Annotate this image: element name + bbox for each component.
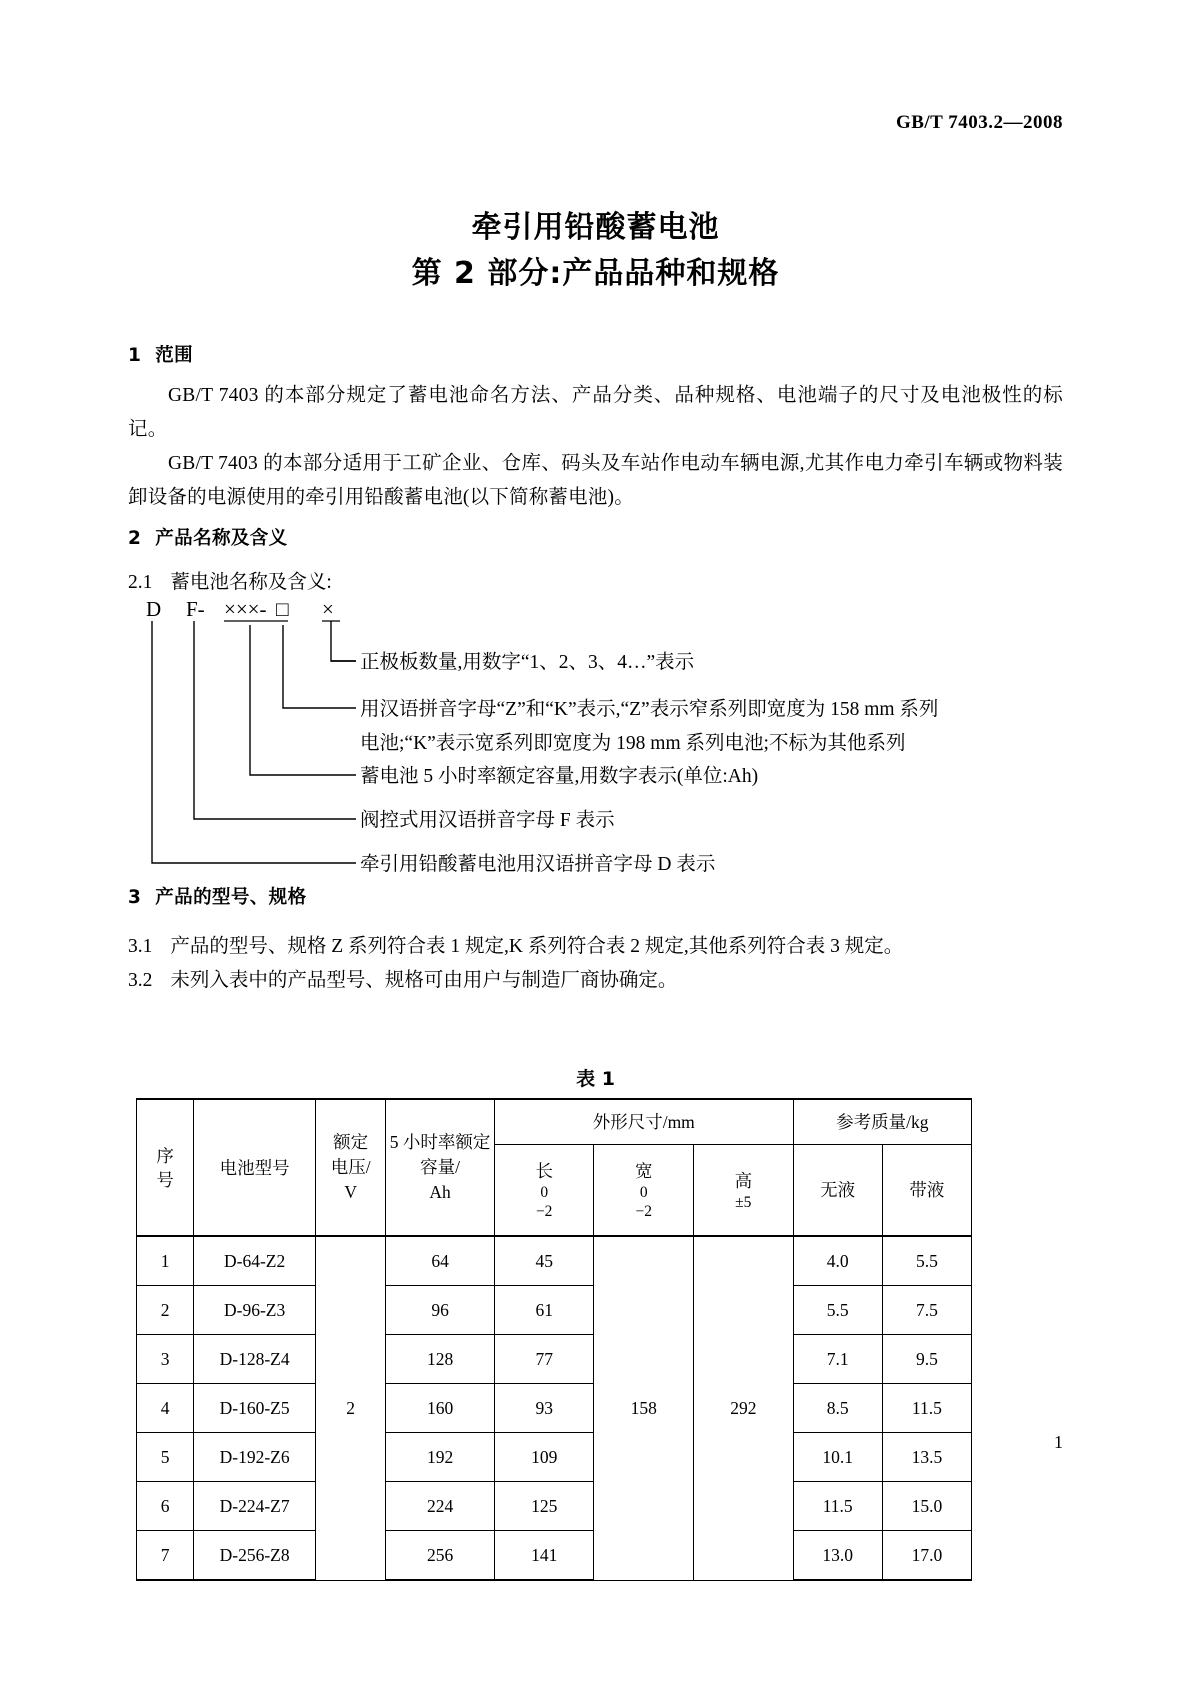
- th-capacity: [386, 1099, 495, 1236]
- section-1-heading: [128, 341, 1063, 367]
- cell-length: 141: [494, 1531, 594, 1581]
- cell-model: D-64-Z2: [194, 1236, 316, 1286]
- cell-model: D-192-Z6: [194, 1433, 316, 1482]
- section-2-heading: [128, 524, 1063, 550]
- table-1: [136, 1098, 972, 1581]
- th-height-tol: ±5: [735, 1193, 752, 1211]
- cell-seq: 4: [137, 1384, 194, 1433]
- th-capacity-line1: 5 小时率额定: [389, 1132, 491, 1152]
- cell-model: D-128-Z4: [194, 1335, 316, 1384]
- section-2-number: 2: [128, 528, 142, 549]
- table-1-body: [137, 1236, 972, 1580]
- table-header-row-1: [137, 1099, 972, 1145]
- diagram-note-5: 牵引用铅酸蓄电池用汉语拼音字母 D 表示: [360, 854, 716, 875]
- table-row: [137, 1433, 972, 1482]
- table-row: [137, 1286, 972, 1335]
- th-seq-line2: 号: [156, 1169, 174, 1190]
- cell-mass-wet: 17.0: [882, 1531, 971, 1581]
- cell-mass-dry: 8.5: [793, 1384, 882, 1433]
- cell-capacity: 96: [386, 1286, 495, 1335]
- cell-mass-wet: 11.5: [882, 1384, 971, 1433]
- cell-seq: 5: [137, 1433, 194, 1482]
- th-capacity-line2: 容量/: [420, 1157, 461, 1177]
- section-1-title: 范围: [155, 345, 194, 366]
- cell-capacity: 160: [386, 1384, 495, 1433]
- th-width-tol-lower: −2: [635, 1203, 652, 1220]
- th-height-label: 高: [734, 1170, 753, 1191]
- designation-diagram: [128, 595, 1063, 885]
- th-voltage-line2: 电压/: [330, 1157, 371, 1177]
- clause-3-1: [128, 930, 1063, 964]
- cell-model: D-96-Z3: [194, 1286, 316, 1335]
- cell-mass-wet: 5.5: [882, 1236, 971, 1286]
- cell-mass-wet: 9.5: [882, 1335, 971, 1384]
- th-mass-dry: 无液: [793, 1145, 882, 1237]
- section-1: [128, 341, 1063, 515]
- table-1-caption: 表 1: [576, 1068, 615, 1090]
- diagram-code-xxx: ×××-: [224, 597, 267, 621]
- standard-code-header: GB/T 7403.2—2008: [895, 112, 1063, 133]
- cell-seq: 7: [137, 1531, 194, 1581]
- table-row: [137, 1236, 972, 1286]
- th-width: [594, 1145, 694, 1237]
- clause-3-1-text: 产品的型号、规格 Z 系列符合表 1 规定,K 系列符合表 2 规定,其他系列符合表 3 规定。: [170, 936, 904, 957]
- th-height: [694, 1145, 794, 1237]
- cell-width-merged: 158: [594, 1236, 694, 1580]
- th-capacity-line3: Ah: [429, 1182, 451, 1202]
- section-1-number: 1: [128, 345, 142, 366]
- cell-mass-dry: 7.1: [793, 1335, 882, 1384]
- section-2: [128, 524, 1063, 600]
- th-dimensions-group: 外形尺寸/mm: [494, 1099, 793, 1145]
- table-1-head: [137, 1099, 972, 1236]
- section-3-number: 3: [128, 887, 142, 908]
- cell-mass-dry: 5.5: [793, 1286, 882, 1335]
- cell-voltage-merged: 2: [316, 1236, 386, 1580]
- th-mass-wet: 带液: [882, 1145, 971, 1237]
- title-line-2: 第 2 部分:产品品种和规格: [411, 256, 780, 291]
- th-width-label: 宽: [635, 1161, 653, 1181]
- cell-seq: 2: [137, 1286, 194, 1335]
- diagram-code-box: □: [276, 597, 289, 621]
- cell-length: 61: [494, 1286, 594, 1335]
- cell-capacity: 64: [386, 1236, 495, 1286]
- th-voltage: [316, 1099, 386, 1236]
- clause-3-2-text: 未列入表中的产品型号、规格可由用户与制造厂商协确定。: [170, 970, 678, 991]
- cell-model: D-224-Z7: [194, 1482, 316, 1531]
- clause-3-1-number: 3.1: [128, 936, 153, 957]
- section-3-heading: [128, 883, 1063, 909]
- section-3: [128, 883, 1063, 998]
- section-1-paragraph-2: GB/T 7403 的本部分适用于工矿企业、仓库、码头及车站作电动车辆电源,尤其作电力牵引车辆或物料装卸设备的电源使用的牵引用铅酸蓄电池(以下简称蓄电池)。: [128, 453, 1063, 508]
- th-seq: [137, 1099, 194, 1236]
- th-length-tol-upper: 0: [540, 1184, 549, 1201]
- cell-length: 109: [494, 1433, 594, 1482]
- cell-mass-dry: 11.5: [793, 1482, 882, 1531]
- cell-seq: 3: [137, 1335, 194, 1384]
- clause-3-2-number: 3.2: [128, 970, 153, 991]
- table-row: [137, 1335, 972, 1384]
- diagram-note-1: 正极板数量,用数字“1、2、3、4…”表示: [360, 652, 695, 673]
- table-row: [137, 1384, 972, 1433]
- cell-seq: 1: [137, 1236, 194, 1286]
- cell-model: D-160-Z5: [194, 1384, 316, 1433]
- cell-mass-dry: 4.0: [793, 1236, 882, 1286]
- cell-length: 93: [494, 1384, 594, 1433]
- th-seq-line1: 序: [156, 1145, 174, 1166]
- cell-length: 45: [494, 1236, 594, 1286]
- diagram-note-2: 用汉语拼音字母“Z”和“K”表示,“Z”表示窄系列即宽度为 158 mm 系列: [360, 699, 939, 720]
- cell-length: 125: [494, 1482, 594, 1531]
- section-2-title: 产品名称及含义: [155, 528, 288, 549]
- document-title: [0, 205, 1191, 297]
- cell-capacity: 224: [386, 1482, 495, 1531]
- th-model: 电池型号: [194, 1099, 316, 1236]
- cell-model: D-256-Z8: [194, 1531, 316, 1581]
- section-1-paragraph-1: GB/T 7403 的本部分规定了蓄电池命名方法、产品分类、品种规格、电池端子的尺寸及电池极性的标记。: [128, 385, 1063, 440]
- cell-length: 77: [494, 1335, 594, 1384]
- th-voltage-line3: V: [344, 1182, 357, 1202]
- th-length: [494, 1145, 594, 1237]
- diagram-code-f: F-: [186, 597, 205, 621]
- section-3-title: 产品的型号、规格: [155, 887, 307, 908]
- cell-mass-dry: 13.0: [793, 1531, 882, 1581]
- title-line-1: 牵引用铅酸蓄电池: [471, 210, 720, 245]
- cell-mass-wet: 15.0: [882, 1482, 971, 1531]
- cell-seq: 6: [137, 1482, 194, 1531]
- diagram-code-x: ×: [322, 597, 334, 621]
- cell-capacity: 256: [386, 1531, 495, 1581]
- clause-3-2: [128, 964, 1063, 998]
- th-voltage-line1: 额定: [333, 1132, 369, 1152]
- clause-2-1-text: 蓄电池名称及含义:: [170, 572, 332, 593]
- diagram-code-d: D: [146, 597, 162, 621]
- diagram-note-4: 阀控式用汉语拼音字母 F 表示: [360, 810, 615, 831]
- diagram-note-2-cont: 电池;“K”表示宽系列即宽度为 198 mm 系列电池;不标为其他系列: [360, 733, 906, 754]
- clause-2-1-number: 2.1: [128, 572, 153, 593]
- th-length-tol-lower: −2: [535, 1203, 553, 1220]
- cell-mass-wet: 13.5: [882, 1433, 971, 1482]
- table-row: [137, 1482, 972, 1531]
- cell-capacity: 192: [386, 1433, 495, 1482]
- th-mass-group: 参考质量/kg: [793, 1099, 971, 1145]
- th-width-tol-upper: 0: [639, 1184, 648, 1201]
- table-row: [137, 1531, 972, 1581]
- cell-mass-dry: 10.1: [793, 1433, 882, 1482]
- th-length-label: 长: [535, 1161, 553, 1181]
- cell-mass-wet: 7.5: [882, 1286, 971, 1335]
- cell-capacity: 128: [386, 1335, 495, 1384]
- diagram-note-3: 蓄电池 5 小时率额定容量,用数字表示(单位:Ah): [360, 766, 759, 787]
- page-number: 1: [1054, 1432, 1063, 1452]
- cell-height-merged: 292: [694, 1236, 794, 1580]
